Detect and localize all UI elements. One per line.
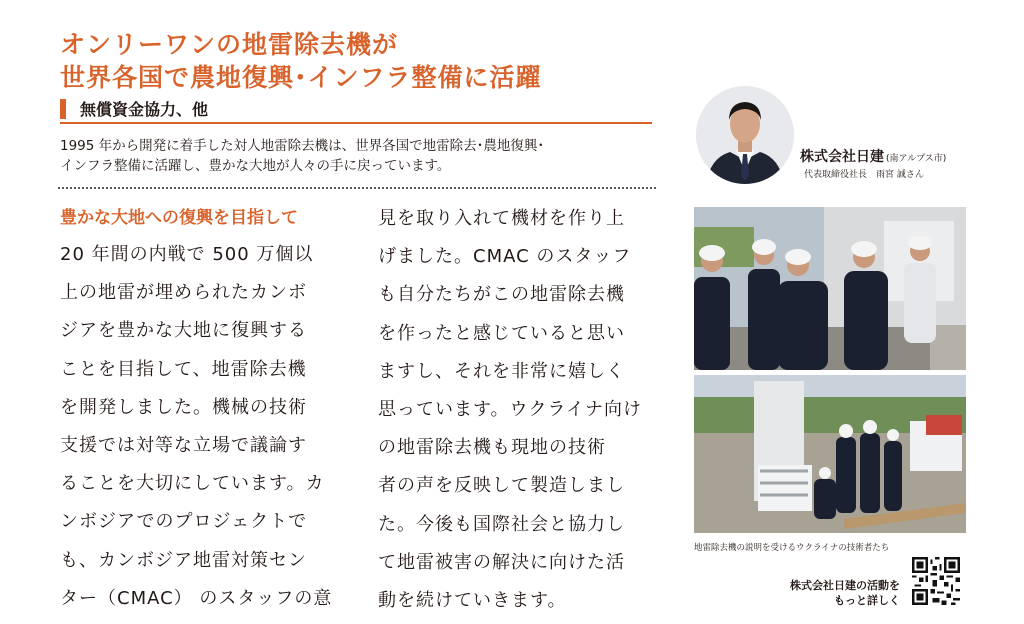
ceo-portrait <box>696 86 794 184</box>
article-title <box>60 28 620 94</box>
body-line: ことを目指して、地雷除去機 <box>60 358 307 380</box>
article-column-right <box>378 206 668 620</box>
photo-briefing <box>694 207 966 370</box>
body-line: 支援では対等な立場で議論す <box>60 435 307 457</box>
qr-code-icon[interactable] <box>912 557 960 605</box>
subheading-marker <box>60 99 66 119</box>
more-info-line: 株式会社日建の活動を <box>790 579 900 592</box>
body-line: も自分たちがこの地雷除去機 <box>378 284 625 306</box>
body-line: げました。CMAC のスタッフ <box>378 246 632 268</box>
dotted-divider <box>58 187 656 189</box>
body-line: ますし、それを非常に嬉しく <box>378 360 625 382</box>
body-line: を作ったと感じていると思い <box>378 322 625 344</box>
qr-code-pattern <box>912 557 960 605</box>
title-line-1: オンリーワンの地雷除去機が <box>60 30 399 59</box>
body-line: ジアを豊かな大地に復興する <box>60 320 307 342</box>
company-location: (南アルプス市) <box>886 154 947 164</box>
body-line: て地雷被害の解決に向けた活 <box>378 551 625 573</box>
body-line: の地雷除去機も現地の技術 <box>378 437 606 459</box>
more-info-text <box>760 578 900 608</box>
briefing-illustration <box>694 207 966 370</box>
section-heading: 豊かな大地への復興を目指して <box>60 208 298 228</box>
body-line: 上の地雷が埋められたカンボ <box>60 282 307 304</box>
body-line: 20 年間の内戦で 500 万個以 <box>60 244 314 265</box>
subheading-bar <box>60 96 652 124</box>
lead-paragraph <box>60 136 660 176</box>
article-column-left <box>60 206 350 618</box>
lead-line: インフラ整備に活躍し、豊かな大地が人々の手に戻っています。 <box>60 158 451 174</box>
body-line: ることを大切にしています。カ <box>60 473 325 495</box>
body-line: 思っています。ウクライナ向け <box>378 399 643 421</box>
body-line: を開発しました。機械の技術 <box>60 396 307 418</box>
body-line: た。今後も国際社会と協力し <box>378 513 625 535</box>
company-name: 株式会社日建 <box>800 149 884 165</box>
body-line: も、カンボジア地雷対策セン <box>60 549 307 571</box>
portrait-illustration <box>696 86 794 184</box>
more-info-line: もっと詳しく <box>834 594 900 607</box>
lead-line: 1995 年から開発に着手した対人地雷除去機は、世界各国で地雷除去･農地復興･ <box>60 138 545 154</box>
body-line: 動を続けていきます。 <box>378 590 567 612</box>
machine-illustration <box>694 375 966 533</box>
body-line: ンボジアでのプロジェクトで <box>60 511 308 533</box>
subheading: 無償資金協力、他 <box>80 100 209 119</box>
title-line-2: 世界各国で農地復興･インフラ整備に活躍 <box>60 63 542 92</box>
company-name-line <box>800 146 946 166</box>
body-line: ター（CMAC） のスタッフの意 <box>60 587 333 609</box>
photo-machine-demo <box>694 375 966 533</box>
photo-caption: 地雷除去機の説明を受けるウクライナの技術者たち <box>694 543 890 553</box>
body-line: 見を取り入れて機材を作り上 <box>378 208 625 229</box>
body-line: 者の声を反映して製造しまし <box>378 475 625 497</box>
executive-name: 代表取締役社長 雨宮 誠さん <box>804 170 924 180</box>
